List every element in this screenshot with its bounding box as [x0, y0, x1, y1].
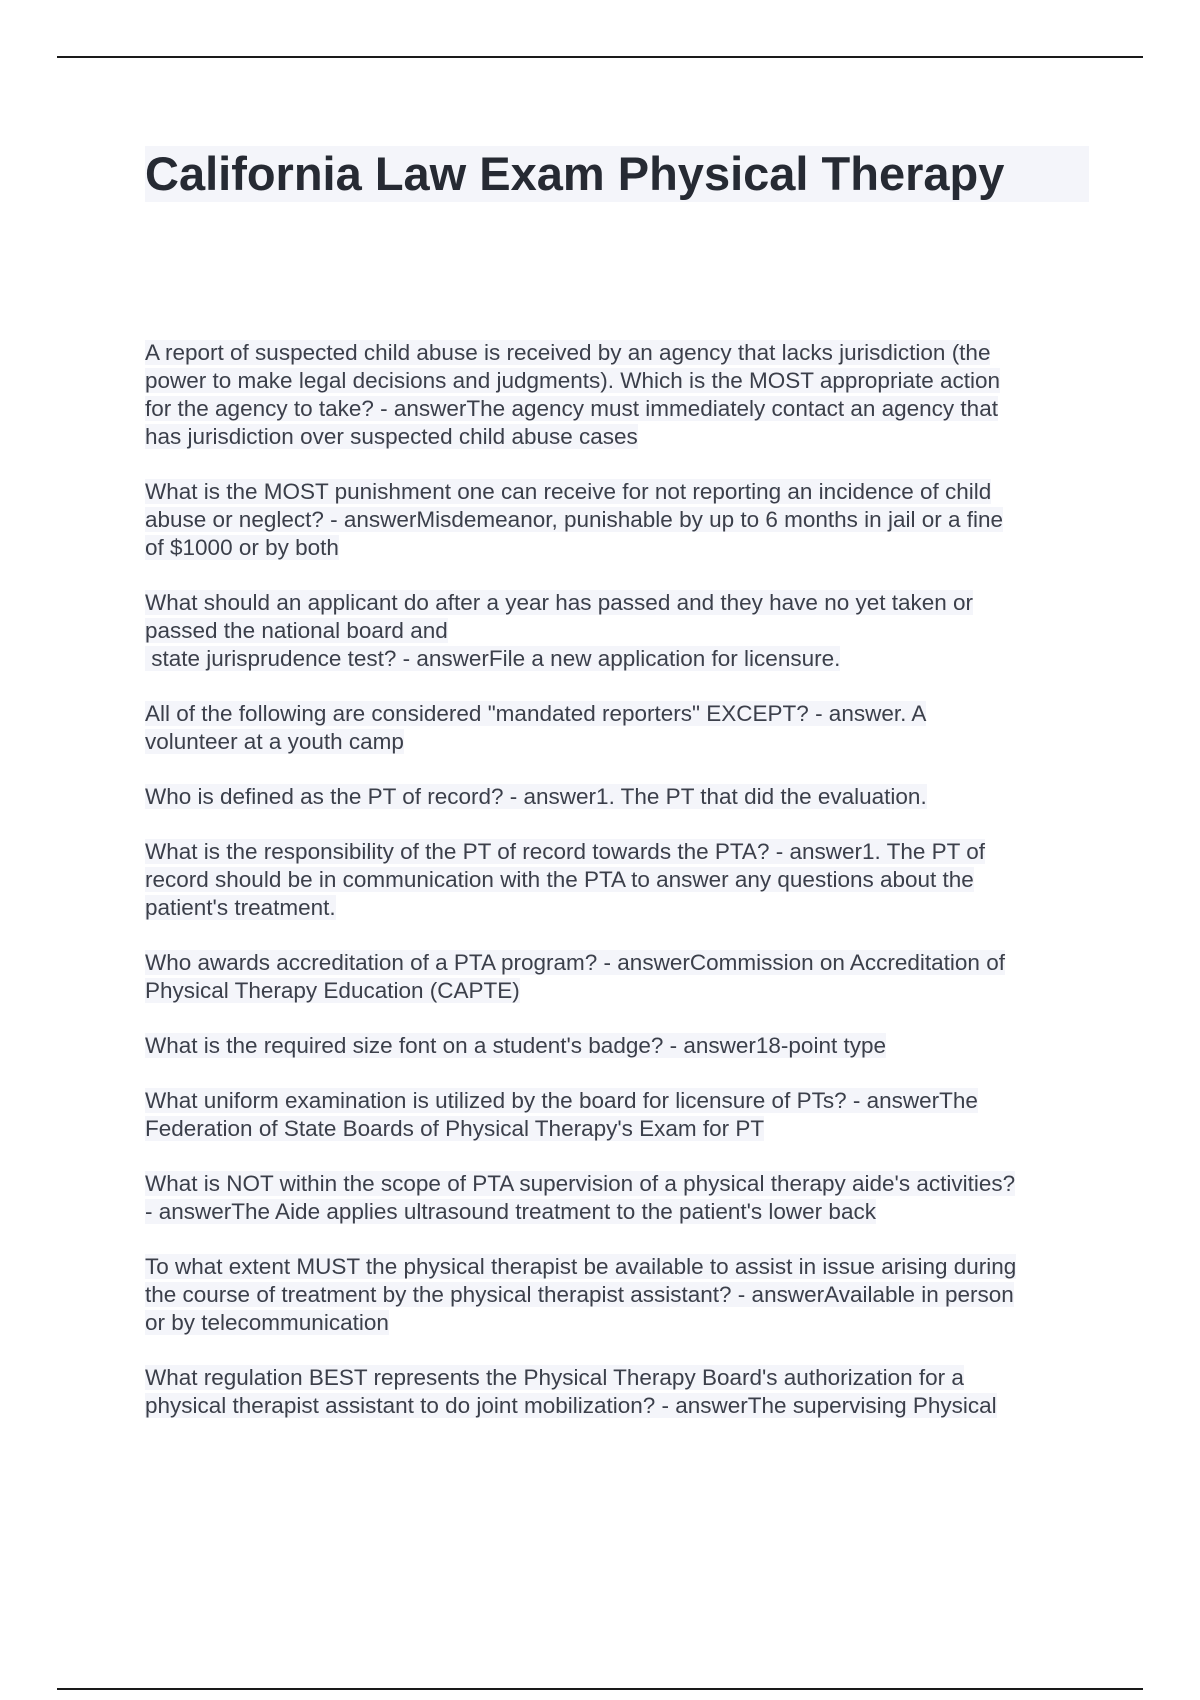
qa-line — [145, 617, 1095, 645]
qa-line — [145, 1281, 1095, 1309]
qa-line-text: has jurisdiction over suspected child abuse cases — [145, 424, 638, 449]
qa-line-text: What is the responsibility of the PT of record towards the PTA? - answer1. The PT of — [145, 839, 985, 864]
qa-line — [145, 534, 1095, 562]
top-rule — [57, 56, 1143, 58]
qa-line-text: Who awards accreditation of a PTA program? - answerCommission on Accreditation of — [145, 950, 1005, 975]
qa-line — [145, 1309, 1095, 1337]
qa-line-text: All of the following are considered "mandated reporters" EXCEPT? - answer. A — [145, 701, 927, 726]
qa-line — [145, 478, 1095, 506]
qa-line-text: physical therapist assistant to do joint mobilization? - answerThe supervising Physical — [145, 1393, 997, 1418]
qa-line — [145, 700, 1095, 728]
qa-line — [145, 1115, 1095, 1143]
qa-line — [145, 1253, 1095, 1281]
qa-line — [145, 1198, 1095, 1226]
qa-line — [145, 1392, 1095, 1420]
qa-item — [145, 1032, 1095, 1060]
qa-line — [145, 1364, 1095, 1392]
qa-line — [145, 1087, 1095, 1115]
qa-line-text: for the agency to take? - answerThe agency must immediately contact an agency that — [145, 396, 998, 421]
qa-line — [145, 728, 1095, 756]
qa-item — [145, 949, 1095, 1005]
qa-line — [145, 506, 1095, 534]
qa-line — [145, 367, 1095, 395]
qa-line-text: of $1000 or by both — [145, 535, 339, 560]
qa-line — [145, 589, 1095, 617]
qa-line — [145, 783, 1095, 811]
qa-line-text: state jurisprudence test? - answerFile a new application for licensure. — [145, 646, 841, 671]
qa-line — [145, 645, 1095, 673]
qa-line — [145, 894, 1095, 922]
qa-line-text: What is the required size font on a student's badge? - answer18-point type — [145, 1033, 886, 1058]
qa-item — [145, 589, 1095, 673]
qa-item — [145, 1364, 1095, 1420]
document-title: California Law Exam Physical Therapy — [145, 146, 1089, 202]
qa-line — [145, 1032, 1095, 1060]
qa-line — [145, 395, 1095, 423]
qa-line — [145, 423, 1095, 451]
qa-line — [145, 977, 1095, 1005]
qa-line-text: What is NOT within the scope of PTA supervision of a physical therapy aide's activities? — [145, 1171, 1016, 1196]
qa-line — [145, 1170, 1095, 1198]
qa-line-text: or by telecommunication — [145, 1310, 389, 1335]
qa-item — [145, 838, 1095, 922]
qa-item — [145, 1253, 1095, 1337]
qa-line-text: patient's treatment. — [145, 895, 336, 920]
qa-item — [145, 700, 1095, 756]
qa-item — [145, 478, 1095, 562]
bottom-rule — [57, 1688, 1143, 1690]
qa-item — [145, 783, 1095, 811]
qa-line-text: passed the national board and — [145, 618, 448, 643]
qa-line-text: Who is defined as the PT of record? - answer1. The PT that did the evaluation. — [145, 784, 927, 809]
qa-list — [145, 339, 1095, 1447]
qa-line-text: To what extent MUST the physical therapist be available to assist in issue arising during — [145, 1254, 1017, 1279]
qa-line-text: Physical Therapy Education (CAPTE) — [145, 978, 520, 1003]
qa-line-text: the course of treatment by the physical therapist assistant? - answerAvailable in person — [145, 1282, 1014, 1307]
qa-line — [145, 838, 1095, 866]
qa-item — [145, 1170, 1095, 1226]
qa-line-text: - answerThe Aide applies ultrasound treatment to the patient's lower back — [145, 1199, 876, 1224]
qa-item — [145, 339, 1095, 451]
qa-item — [145, 1087, 1095, 1143]
qa-line-text: What uniform examination is utilized by the board for licensure of PTs? - answerThe — [145, 1088, 978, 1113]
qa-line-text: record should be in communication with the PTA to answer any questions about the — [145, 867, 974, 892]
qa-line — [145, 866, 1095, 894]
qa-line — [145, 339, 1095, 367]
qa-line-text: power to make legal decisions and judgments). Which is the MOST appropriate action — [145, 368, 1001, 393]
qa-line-text: What regulation BEST represents the Physical Therapy Board's authorization for a — [145, 1365, 964, 1390]
qa-line-text: abuse or neglect? - answerMisdemeanor, punishable by up to 6 months in jail or a fine — [145, 507, 1003, 532]
qa-line — [145, 949, 1095, 977]
qa-line-text: What should an applicant do after a year has passed and they have no yet taken or — [145, 590, 974, 615]
qa-line-text: A report of suspected child abuse is received by an agency that lacks jurisdiction (the — [145, 340, 991, 365]
qa-line-text: Federation of State Boards of Physical Therapy's Exam for PT — [145, 1116, 765, 1141]
qa-line-text: What is the MOST punishment one can receive for not reporting an incidence of child — [145, 479, 992, 504]
qa-line-text: volunteer at a youth camp — [145, 729, 404, 754]
